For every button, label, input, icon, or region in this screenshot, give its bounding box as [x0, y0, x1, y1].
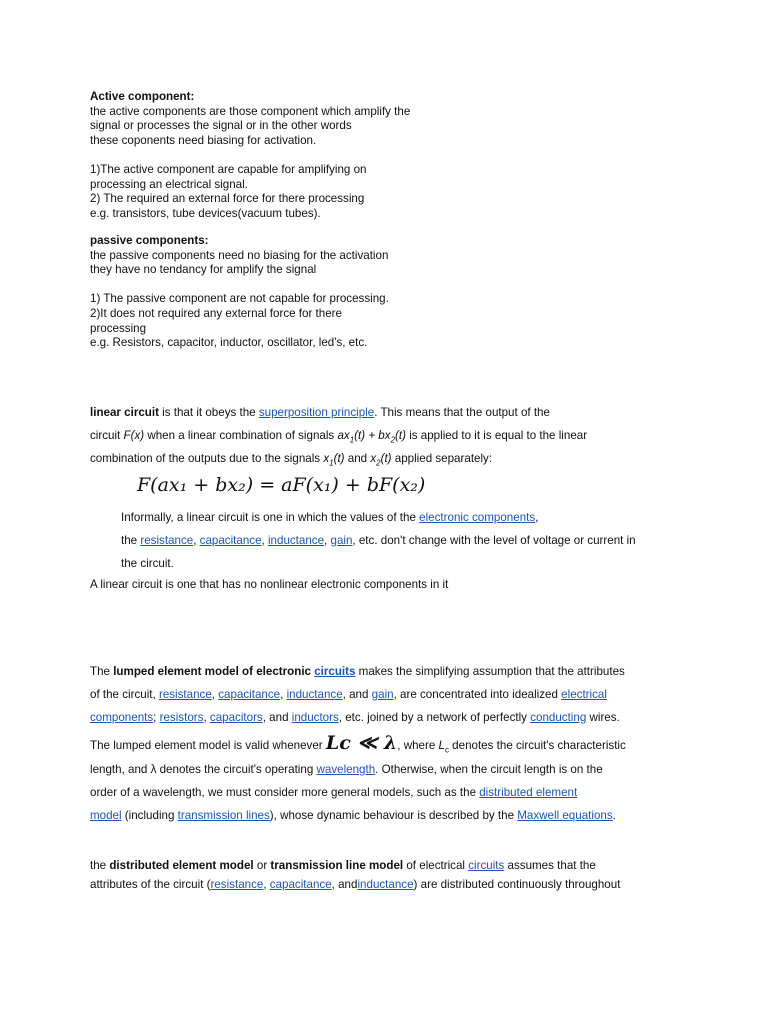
passive-point-line: e.g. Resistors, capacitor, inductor, oscillator, led's, etc.: [90, 336, 368, 350]
transmission-line-model-term: transmission line model: [270, 859, 404, 872]
active-point-line: 1)The active component are capable for amplifying on: [90, 162, 367, 176]
resistance-link[interactable]: resistance: [210, 878, 264, 891]
linear-line-3: combination of the outputs due to the signals $x_1(t)$ and $x_2(t)$ applied separately:: [90, 452, 493, 468]
maxwell-equations-link[interactable]: Maxwell equations: [517, 809, 613, 822]
passive-intro-line: they have no tendancy for amplify the signal: [90, 263, 317, 277]
linear-circuit-term: linear circuit: [90, 406, 159, 419]
distributed-element-link[interactable]: distributed element: [479, 786, 578, 799]
capacitance-link[interactable]: capacitance: [218, 688, 281, 701]
distributed-model-term: distributed element model: [109, 859, 254, 872]
active-heading: Active component:: [90, 90, 195, 103]
wavelength-link[interactable]: wavelength: [316, 763, 376, 776]
capacitors-link[interactable]: capacitors: [209, 711, 263, 724]
linear-last-line: A linear circuit is one that has no nonlinear electronic components in it: [90, 578, 449, 591]
inductance-link[interactable]: inductance: [267, 534, 325, 547]
validity-condition-symbol: Lc ≪ λ: [325, 732, 398, 754]
resistance-link[interactable]: resistance: [140, 534, 194, 547]
passive-point-line: 2)It does not required any external force for there: [90, 306, 342, 320]
linear-informal: Informally, a linear circuit is one in which the values of the electronic components, the resistance, capacitance, inductance, gain, etc. don't change with the level of voltage or current in the circuit.: [121, 506, 636, 575]
circuits-link[interactable]: circuits: [468, 859, 505, 872]
active-intro-line: these coponents need biasing for activation.: [90, 133, 317, 147]
inductance-link[interactable]: inductance: [286, 688, 343, 701]
transmission-lines-link[interactable]: transmission lines: [177, 809, 270, 822]
model-link[interactable]: model: [90, 809, 122, 822]
lumped-section: The lumped element model of electronic circuits makes the simplifying assumption that the attributes of the circuit, resistance, capacitance, inductance, and gain, are concentrated into idealized electrical components; resistors, capacitors, and inductors, etc. joined by a network of perfectly conducting wires. The lumped element model is valid whenever Lc ≪ λ, where $L_c$ denotes the circuit's characteristic length, and λ denotes the circuit's operating wavelength. Otherwise, when the circuit length is on the order of a wavelength, we must consider more general models, such as the distributed element model (including transmission lines), whose dynamic behaviour is described by the Maxwell equations.: [90, 665, 626, 822]
gain-link[interactable]: gain: [371, 688, 394, 701]
lumped-model-term: lumped element model of electronic: [113, 665, 315, 678]
conducting-link[interactable]: conducting: [530, 711, 587, 724]
active-point-line: processing an electrical signal.: [90, 177, 248, 191]
superposition-principle-link[interactable]: superposition principle: [258, 406, 375, 419]
active-point-line: 2) The required an external force for there processing: [90, 192, 365, 206]
superposition-formula: F(ax₁ + bx₂) = aF(x₁) + bF(x₂): [137, 474, 426, 496]
components-link[interactable]: components: [90, 711, 154, 724]
capacitance-link[interactable]: capacitance: [269, 878, 332, 891]
linear-line-2: circuit F(x) when a linear combination of signals $ax_1(t) + bx_2(t)$ is applied to it is equal to the linear: [90, 429, 588, 445]
linear-section: [90, 401, 587, 470]
active-intro-line: the active components are those component which amplify the: [90, 104, 411, 118]
active-point-line: e.g. transistors, tube devices(vacuum tubes).: [90, 206, 321, 220]
circuits-link[interactable]: circuits: [314, 665, 356, 678]
capacitance-link[interactable]: capacitance: [199, 534, 262, 547]
active-section: [90, 90, 410, 221]
passive-heading: passive components:: [90, 234, 209, 247]
electronic-components-link[interactable]: electronic components: [419, 511, 536, 524]
resistance-link[interactable]: resistance: [158, 688, 212, 701]
active-intro-line: signal or processes the signal or in the other words: [90, 119, 352, 133]
linear-informal-end: the circuit.: [121, 557, 174, 570]
gain-link[interactable]: gain: [330, 534, 353, 547]
linear-line-1: linear circuit is that it obeys the superposition principle. This means that the output of the: [90, 406, 550, 419]
inductance-link[interactable]: inductance: [357, 878, 414, 891]
resistors-link[interactable]: resistors: [159, 711, 204, 724]
distributed-section: the distributed element model or transmission line model of electrical circuits assumes that the attributes of the circuit (resistance, capacitance, andinductance) are distributed continuously throughout: [90, 859, 621, 891]
passive-point-line: 1) The passive component are not capable for processing.: [90, 292, 389, 306]
passive-section: [90, 234, 389, 351]
passive-point-line: processing: [90, 321, 147, 335]
electrical-link[interactable]: electrical: [561, 688, 607, 701]
passive-intro-line: the passive components need no biasing for the activation: [90, 248, 389, 262]
inductors-link[interactable]: inductors: [291, 711, 339, 724]
